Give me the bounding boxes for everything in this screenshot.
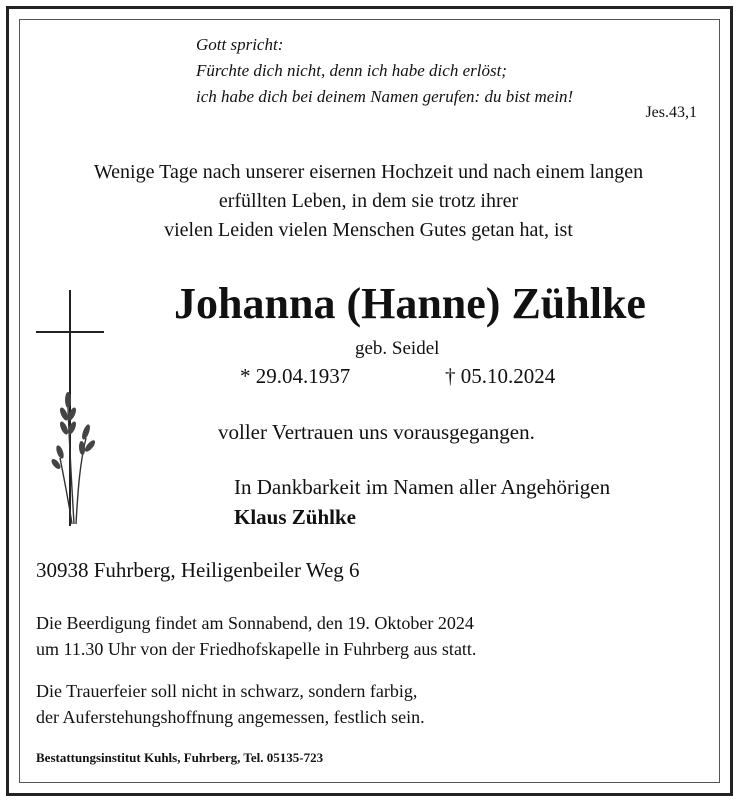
funeral-line: um 11.30 Uhr von der Friedhofskapelle in Fuhrberg aus statt.	[36, 639, 477, 659]
birth-name: geb. Seidel	[355, 338, 440, 359]
funeral-line: Die Beerdigung findet am Sonnabend, den 19. Oktober 2024	[36, 613, 474, 633]
dress-note-line: Die Trauerfeier soll nicht in schwarz, sondern farbig,	[36, 681, 418, 701]
signer-name: Klaus Zühlke	[234, 505, 356, 529]
dress-note	[36, 678, 425, 730]
faith-line: voller Vertrauen uns vorausgegangen.	[218, 420, 535, 444]
death-date: † 05.10.2024	[445, 364, 556, 388]
cross-with-wheat-icon	[34, 288, 106, 528]
intro-line: Wenige Tage nach unserer eisernen Hochzeit und nach einem langen	[93, 161, 644, 183]
verse-line: Gott spricht:	[196, 35, 284, 54]
bible-verse	[196, 32, 573, 110]
verse-line: Fürchte dich nicht, denn ich habe dich erlöst;	[196, 61, 507, 80]
intro-text	[0, 158, 737, 245]
undertaker-info: Bestattungsinstitut Kuhls, Fuhrberg, Tel. 05135-723	[36, 750, 324, 765]
intro-line: erfüllten Leben, in dem sie trotz ihrer	[218, 190, 519, 212]
thanks-line: In Dankbarkeit im Namen aller Angehörigen	[234, 475, 611, 499]
dress-note-line: der Auferstehungshoffnung angemessen, festlich sein.	[36, 707, 425, 727]
intro-line: vielen Leiden vielen Menschen Gutes getan hat, ist	[164, 219, 573, 241]
funeral-info	[36, 610, 476, 662]
notice-inner-border	[19, 19, 720, 783]
verse-line: ich habe dich bei deinem Namen gerufen: du bist mein!	[196, 87, 574, 106]
family-address: 30938 Fuhrberg, Heiligenbeiler Weg 6	[36, 558, 360, 582]
deceased-name: Johanna (Hanne) Zühlke	[174, 279, 646, 328]
birth-date: * 29.04.1937	[240, 364, 351, 388]
thanks-block	[234, 472, 610, 532]
verse-reference: Jes.43,1	[645, 104, 697, 121]
